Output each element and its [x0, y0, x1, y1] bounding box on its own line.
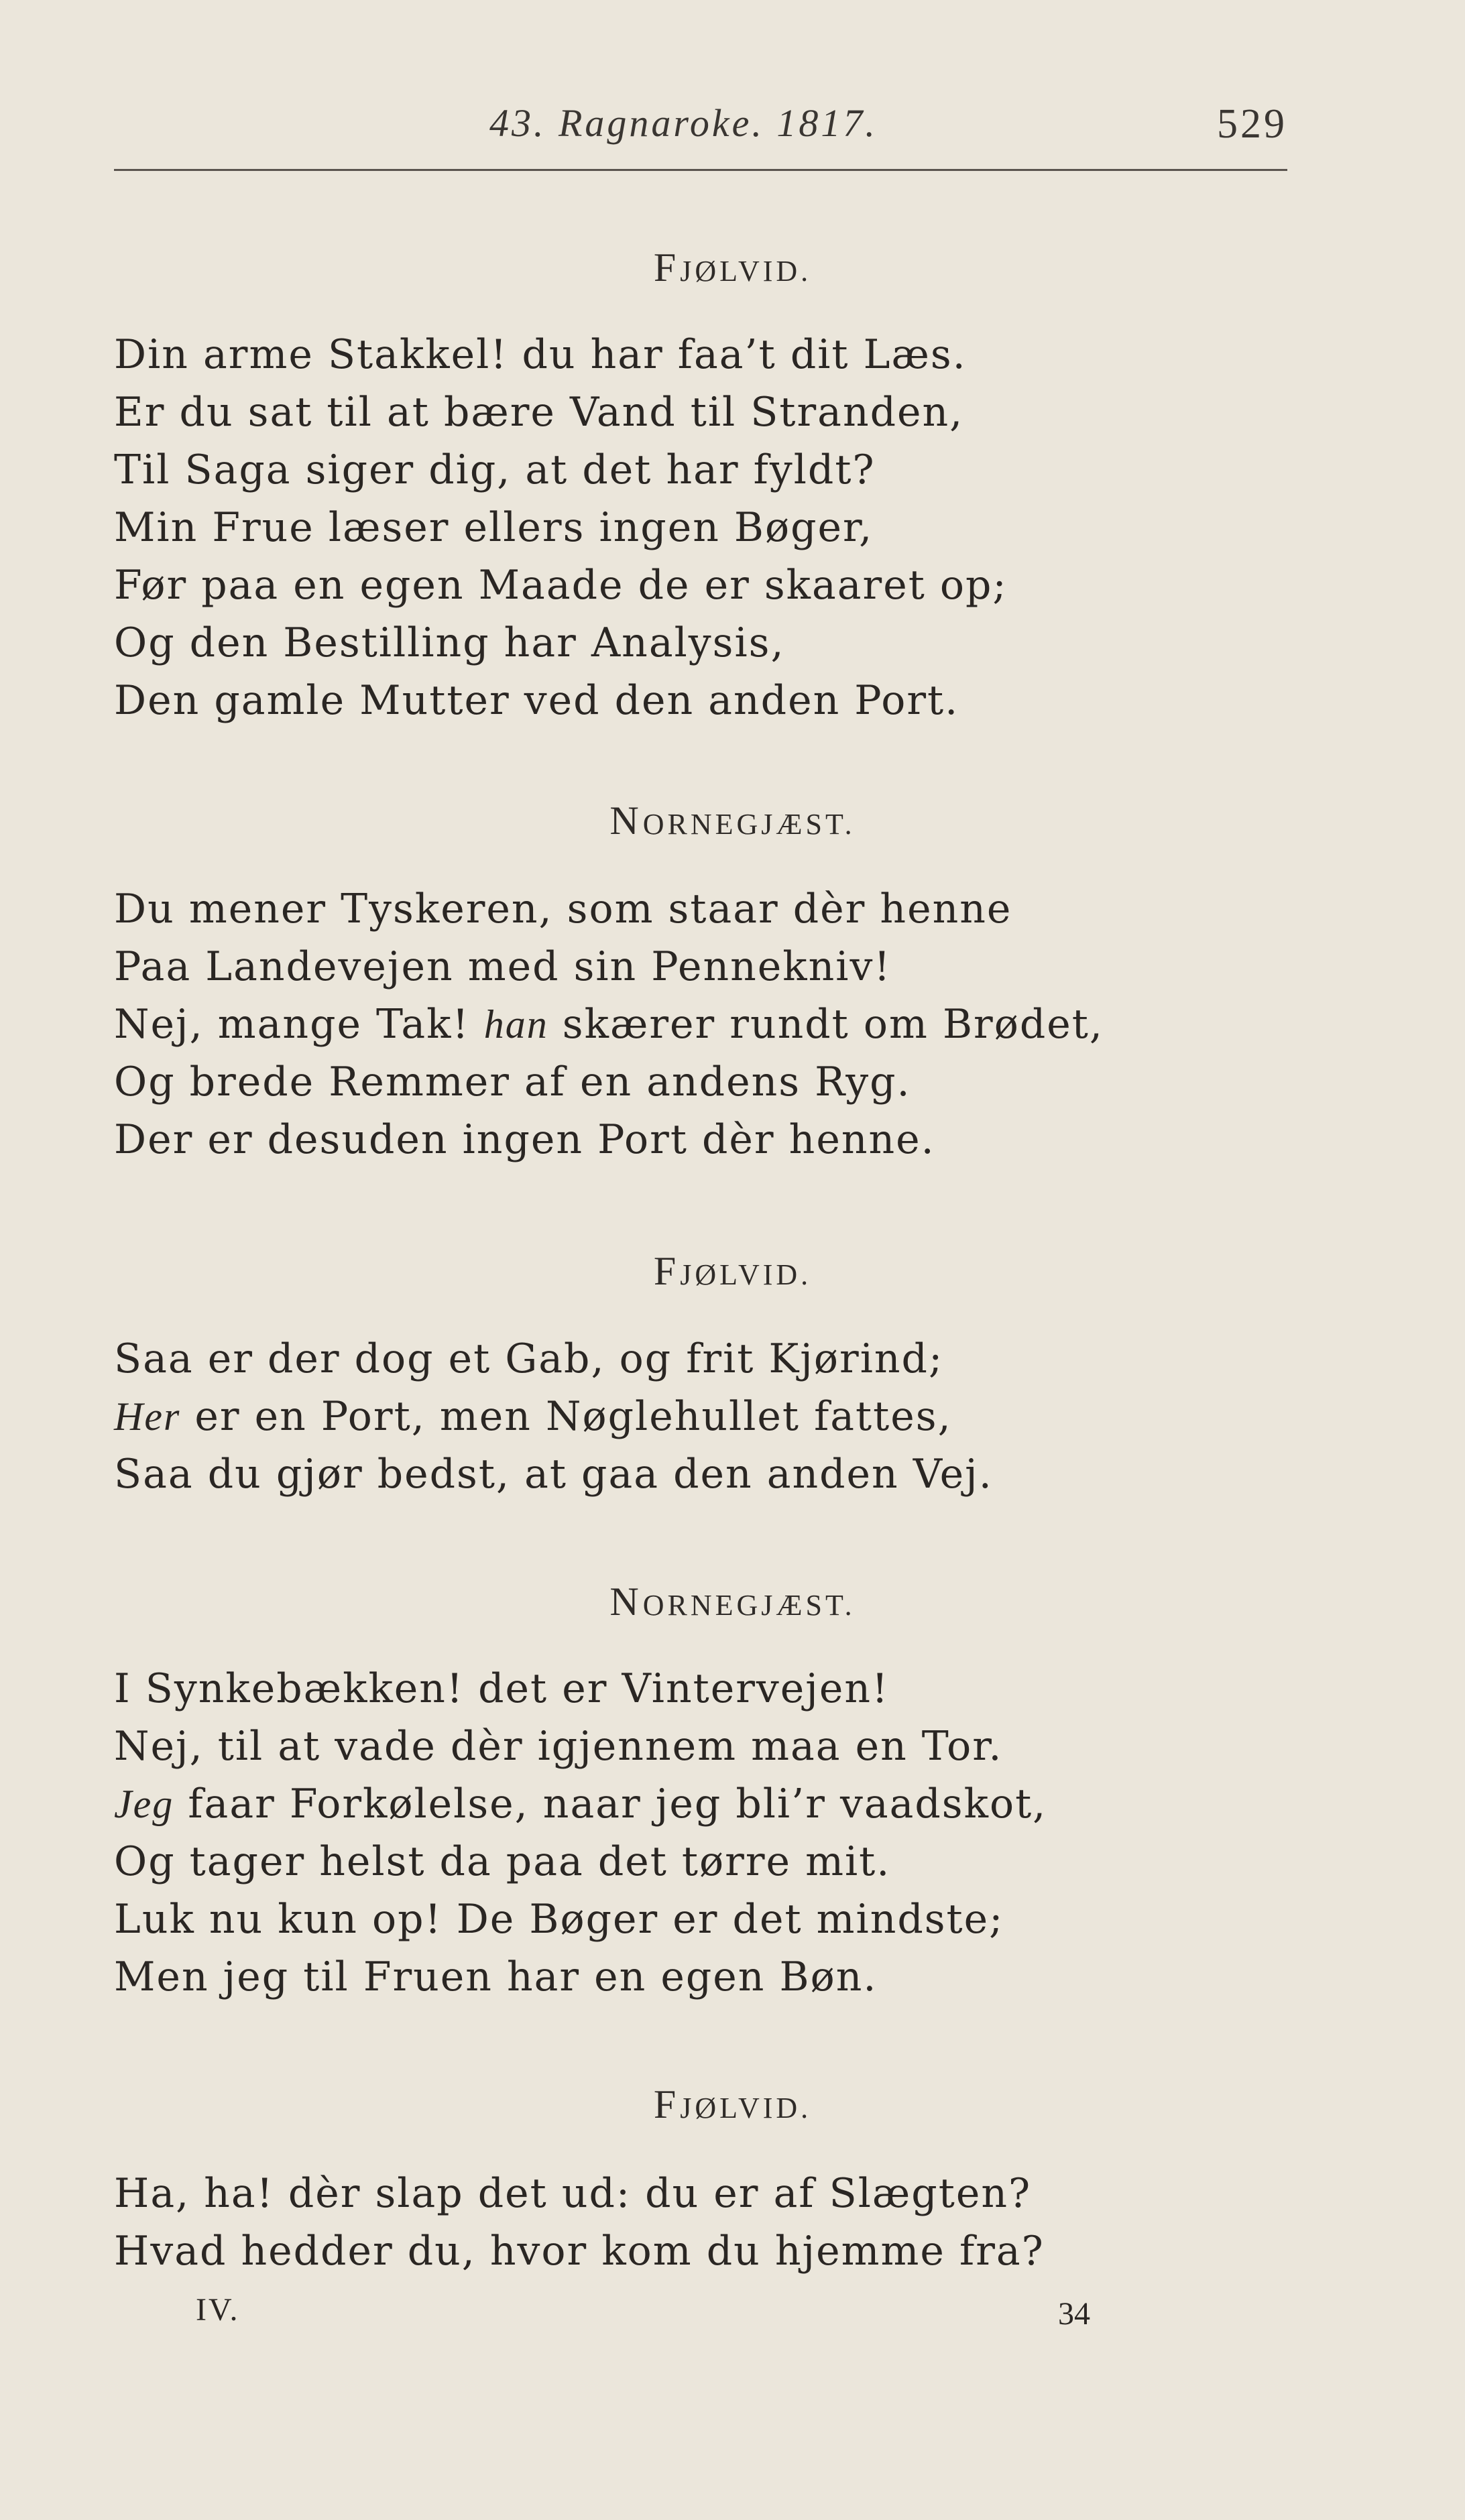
- verse-stanza: [114, 2165, 1388, 2280]
- verse-line: Min Frue læser ellers ingen Bøger,: [114, 504, 874, 551]
- page-number: 529: [1217, 101, 1287, 147]
- verse-stanza: [114, 326, 1388, 729]
- verse-line: Saa er der dog et Gab, og frit Kjørind;: [114, 1335, 944, 1382]
- verse-line: Paa Landevejen med sin Pennekniv!: [114, 943, 892, 990]
- emphasis: Jeg: [114, 1782, 174, 1826]
- verse-line: Og tager helst da paa det tørre mit.: [114, 1838, 891, 1885]
- verse-line: Nej, til at vade dèr igjennem maa en Tor.: [114, 1723, 1003, 1770]
- verse-line: Ha, ha! dèr slap det ud: du er af Slægten?: [114, 2170, 1032, 2217]
- verse-line: Din arme Stakkel! du har faa’t dit Læs.: [114, 331, 967, 378]
- verse-stanza: [114, 1660, 1388, 2006]
- speaker-heading: [0, 798, 1465, 844]
- speaker-heading: [0, 2082, 1465, 2128]
- verse-text: er en Port, men Nøglehullet fattes,: [180, 1393, 952, 1440]
- verse-line: Der er desuden ingen Port dèr henne.: [114, 1116, 935, 1163]
- verse-line: Du mener Tyskeren, som staar dèr henne: [114, 886, 1012, 933]
- speaker-initial: F: [653, 1249, 681, 1293]
- speaker-heading: [0, 245, 1465, 291]
- verse-line: [114, 996, 1388, 1053]
- verse-line: Før paa en egen Maade de er skaaret op;: [114, 562, 1008, 609]
- verse-text: faar Forkølelse, naar jeg bli’r vaadskot,: [174, 1781, 1047, 1827]
- header-rule: [114, 169, 1287, 171]
- verse-line: Er du sat til at bære Vand til Stranden,: [114, 389, 964, 436]
- speaker-rest: JØLVID.: [680, 1258, 812, 1291]
- verse-line: [114, 1775, 1388, 1833]
- speaker-rest: ORNEGJÆST.: [642, 1589, 856, 1622]
- verse-line: Hvad hedder du, hvor kom du hjemme fra?: [114, 2228, 1045, 2275]
- speaker-rest: ORNEGJÆST.: [642, 808, 856, 841]
- verse-line: Og den Bestilling har Analysis,: [114, 619, 785, 666]
- volume-mark: IV.: [196, 2292, 240, 2328]
- verse-line: Og brede Remmer af en andens Ryg.: [114, 1059, 911, 1105]
- verse-line: Den gamle Mutter ved den anden Port.: [114, 677, 959, 724]
- speaker-initial: N: [609, 798, 643, 843]
- emphasis: han: [483, 1002, 548, 1046]
- verse-line: Saa du gjør bedst, at gaa den anden Vej.: [114, 1451, 993, 1498]
- speaker-initial: F: [653, 245, 681, 290]
- speaker-initial: F: [653, 2082, 681, 2126]
- verse-line: [114, 1388, 1388, 1445]
- speaker-rest: JØLVID.: [680, 255, 812, 288]
- speaker-initial: N: [609, 1579, 643, 1624]
- verse-line: I Synkebækken! det er Vintervejen!: [114, 1665, 890, 1712]
- running-header: [114, 101, 1287, 161]
- speaker-rest: JØLVID.: [680, 2092, 812, 2124]
- emphasis: Her: [114, 1394, 181, 1439]
- verse-stanza: [114, 880, 1388, 1168]
- verse-text: Nej, mange Tak!: [114, 1001, 484, 1048]
- verse-line: Men jeg til Fruen har en egen Bøn.: [114, 1954, 878, 2000]
- signature-mark: 34: [1058, 2296, 1090, 2332]
- running-title: 43. Ragnaroke. 1817.: [489, 101, 878, 145]
- verse-line: Luk nu kun op! De Bøger er det mindste;: [114, 1896, 1004, 1943]
- verse-stanza: [114, 1330, 1388, 1503]
- speaker-heading: [0, 1579, 1465, 1625]
- speaker-heading: [0, 1248, 1465, 1295]
- verse-text: skærer rundt om Brødet,: [548, 1001, 1104, 1048]
- verse-line: Til Saga siger dig, at det har fyldt?: [114, 446, 876, 493]
